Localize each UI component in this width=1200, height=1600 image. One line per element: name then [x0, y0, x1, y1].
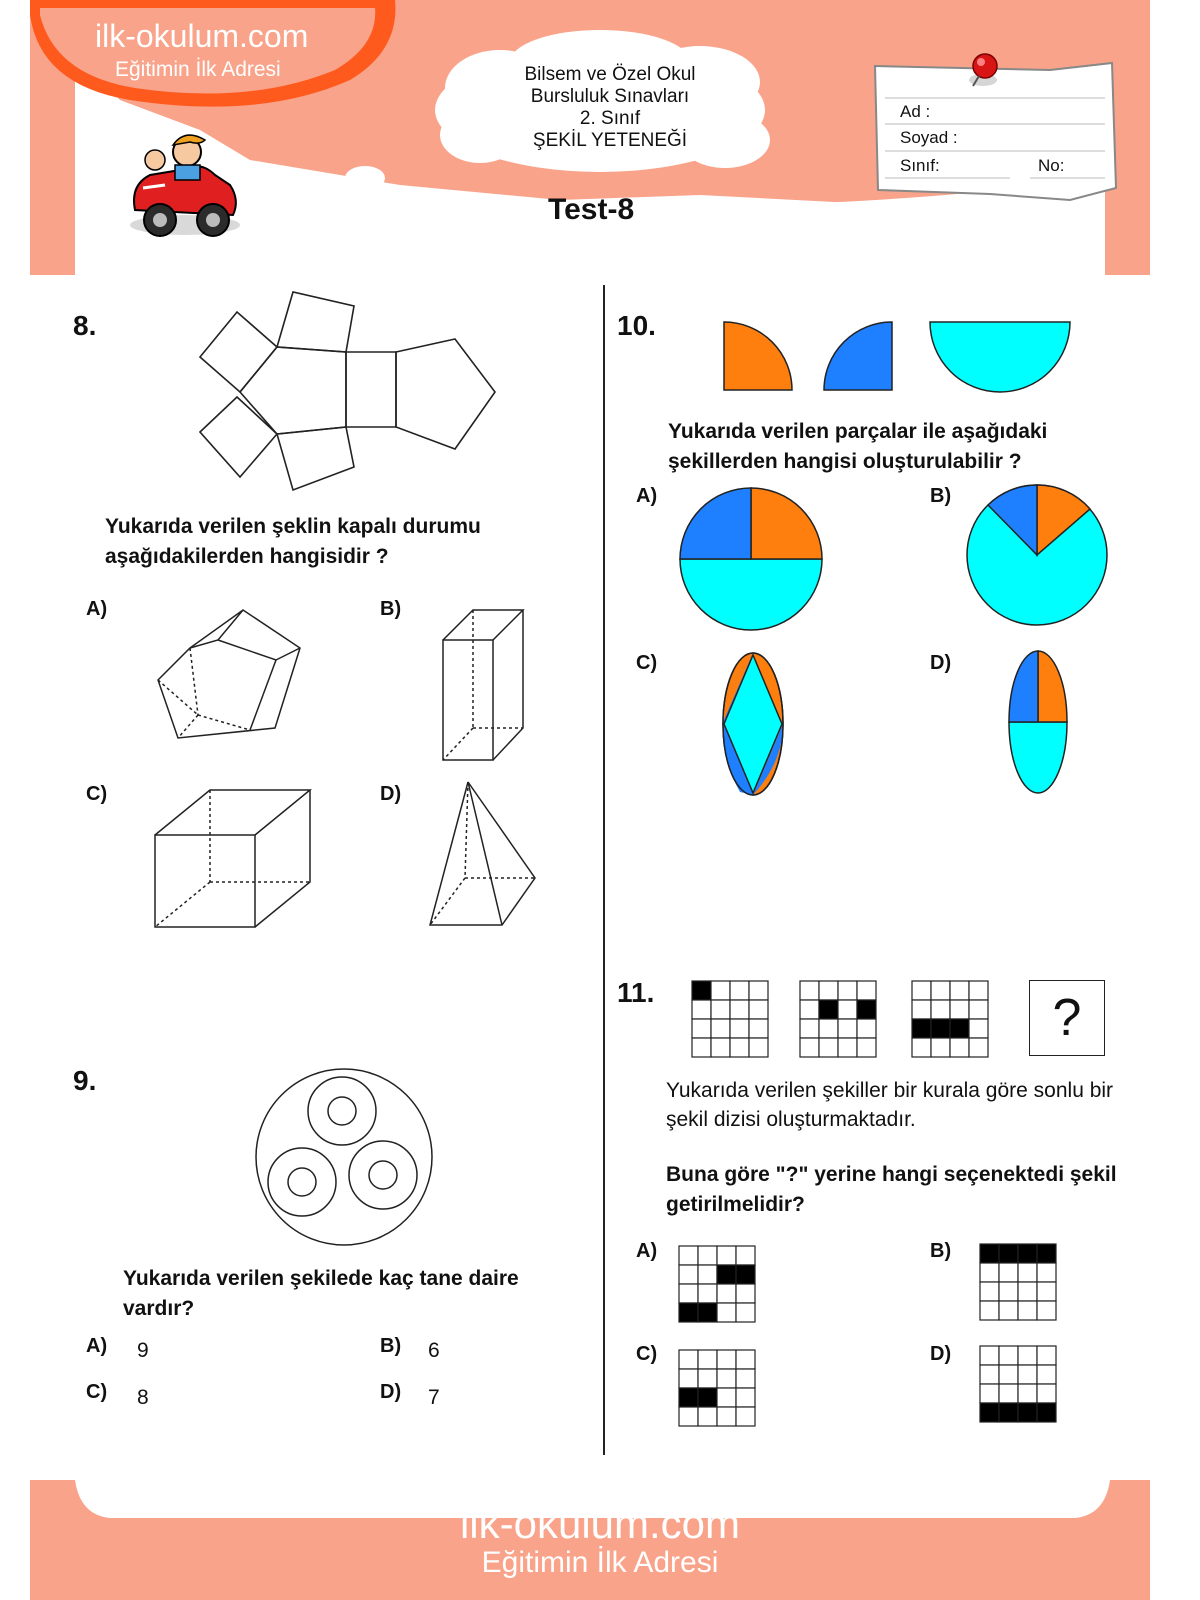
grid-cell-empty — [1018, 1263, 1037, 1282]
header-site-name[interactable]: ilk-okulum.com — [95, 18, 309, 54]
q10-option-a-figure[interactable] — [680, 488, 825, 633]
grid-cell-empty — [679, 1407, 698, 1426]
grid-cell-empty — [1037, 1263, 1056, 1282]
grid-cell-filled — [736, 1265, 755, 1284]
grid-cell-empty — [857, 1038, 876, 1057]
grid-cell-filled — [980, 1244, 999, 1263]
cloud-line-3: 2. Sınıf — [579, 108, 641, 129]
grid-cell-empty — [857, 1019, 876, 1038]
grid-cell-empty — [980, 1365, 999, 1384]
grid-cell-empty — [717, 1407, 736, 1426]
q11-unknown-box — [1029, 980, 1105, 1056]
q9-option-a-value[interactable]: 9 — [137, 1339, 149, 1362]
grid-cell-empty — [980, 1263, 999, 1282]
q10-piece-blue-quarter — [824, 322, 892, 390]
cloud-line-4: ŞEKİL YETENEĞİ — [532, 130, 688, 151]
grid-cell-empty — [698, 1350, 717, 1369]
grid-cell-empty — [711, 981, 730, 1000]
grid-cell-filled — [912, 1019, 931, 1038]
page-header — [0, 0, 1200, 285]
grid-cell-empty — [838, 981, 857, 1000]
grid-cell-empty — [711, 1019, 730, 1038]
grid-cell-empty — [931, 1000, 950, 1019]
card-surname-label: Soyad : — [900, 128, 958, 147]
q11-number: 11. — [617, 977, 655, 1008]
card-number-label: No: — [1038, 156, 1065, 175]
grid-cell-empty — [912, 1000, 931, 1019]
grid-cell-empty — [692, 1019, 711, 1038]
grid-cell-filled — [1018, 1244, 1037, 1263]
grid-cell-empty — [912, 981, 931, 1000]
q9-option-b-value[interactable]: 6 — [428, 1339, 440, 1362]
cloud-line-2: Bursluluk Sınavları — [530, 86, 690, 107]
grid-cell-empty — [679, 1265, 698, 1284]
grid-cell-empty — [736, 1407, 755, 1426]
grid-cell-empty — [1037, 1384, 1056, 1403]
grid-cell-empty — [980, 1282, 999, 1301]
grid-cell-empty — [1018, 1282, 1037, 1301]
grid-cell-filled — [698, 1303, 717, 1322]
grid-cell-empty — [838, 1038, 857, 1057]
grid-cell-empty — [736, 1284, 755, 1303]
grid-cell-empty — [736, 1246, 755, 1265]
grid-cell-empty — [980, 1301, 999, 1320]
grid-cell-empty — [736, 1388, 755, 1407]
q8-option-d-label[interactable]: D) — [380, 783, 402, 805]
q11-option-b-grid[interactable] — [979, 1243, 1057, 1321]
grid-cell-empty — [749, 1019, 768, 1038]
grid-cell-filled — [819, 1000, 838, 1019]
grid-cell-empty — [736, 1350, 755, 1369]
q11-option-d-label[interactable]: D) — [930, 1343, 952, 1365]
grid-cell-empty — [999, 1346, 1018, 1365]
grid-cell-empty — [711, 1038, 730, 1057]
q8-option-d-square-pyramid[interactable] — [430, 782, 545, 932]
q10-number: 10. — [617, 310, 656, 341]
header-motto: Eğitimin İlk Adresi — [115, 58, 281, 81]
grid-cell-filled — [692, 981, 711, 1000]
grid-cell-filled — [717, 1265, 736, 1284]
grid-cell-filled — [679, 1303, 698, 1322]
grid-cell-empty — [698, 1284, 717, 1303]
grid-cell-empty — [980, 1384, 999, 1403]
footer-motto: Eğitimin İlk Adresi — [481, 1546, 719, 1579]
q8-net-figure — [200, 292, 510, 492]
grid-cell-empty — [999, 1365, 1018, 1384]
q10-option-a-label[interactable]: A) — [636, 485, 658, 507]
grid-cell-empty — [717, 1284, 736, 1303]
q11-sequence-grid-1 — [691, 980, 769, 1058]
grid-cell-empty — [1037, 1301, 1056, 1320]
card-name-label: Ad : — [900, 102, 931, 121]
grid-cell-empty — [679, 1284, 698, 1303]
grid-cell-empty — [912, 1038, 931, 1057]
q11-option-c-grid[interactable] — [678, 1349, 756, 1427]
grid-cell-filled — [679, 1388, 698, 1407]
footer-site-name[interactable]: ilk-okulum.com — [459, 1500, 741, 1547]
q10-pieces — [720, 318, 1080, 398]
grid-cell-empty — [749, 1038, 768, 1057]
pushpin-icon — [965, 52, 1005, 92]
grid-cell-empty — [931, 981, 950, 1000]
q10-question-text: Yukarıda verilen parçalar ile aşağıdaki şekillerden hangisi oluşturulabilir ? — [668, 420, 1048, 473]
grid-cell-empty — [1018, 1301, 1037, 1320]
q11-unknown-mark: ? — [1052, 989, 1082, 1047]
q9-number: 9. — [73, 1065, 97, 1096]
grid-cell-empty — [730, 1019, 749, 1038]
grid-cell-empty — [692, 1038, 711, 1057]
q8-option-b-label[interactable]: B) — [380, 598, 402, 620]
column-divider — [603, 285, 605, 1455]
grid-cell-filled — [857, 1000, 876, 1019]
grid-cell-empty — [819, 1019, 838, 1038]
q11-option-c-label[interactable]: C) — [636, 1343, 658, 1365]
grid-cell-empty — [999, 1263, 1018, 1282]
q11-question-text-1: Yukarıda verilen şekiller bir kurala göre sonlu bir şekil dizisi oluşturmaktadır. — [666, 1079, 1114, 1131]
q10-option-d-figure[interactable] — [1007, 650, 1072, 795]
grid-cell-empty — [1018, 1365, 1037, 1384]
grid-cell-empty — [698, 1369, 717, 1388]
q8-option-a-pentagonal-prism[interactable] — [158, 610, 308, 755]
grid-cell-empty — [717, 1350, 736, 1369]
q10-option-d-label[interactable]: D) — [930, 652, 952, 674]
q10-option-c-label[interactable]: C) — [636, 652, 658, 674]
grid-cell-empty — [999, 1384, 1018, 1403]
grid-cell-filled — [1018, 1403, 1037, 1422]
grid-cell-empty — [730, 1038, 749, 1057]
q8-option-c-cube[interactable] — [155, 790, 315, 930]
grid-cell-filled — [1037, 1403, 1056, 1422]
grid-cell-empty — [698, 1265, 717, 1284]
grid-cell-empty — [800, 1000, 819, 1019]
q8-option-c-label[interactable]: C) — [86, 783, 108, 805]
grid-cell-empty — [711, 1000, 730, 1019]
grid-cell-filled — [1037, 1244, 1056, 1263]
grid-cell-empty — [999, 1301, 1018, 1320]
page-footer — [0, 1480, 1200, 1600]
grid-cell-empty — [969, 1000, 988, 1019]
grid-cell-empty — [980, 1346, 999, 1365]
grid-cell-empty — [800, 981, 819, 1000]
grid-cell-empty — [950, 981, 969, 1000]
grid-cell-empty — [1037, 1346, 1056, 1365]
q11-option-a-label[interactable]: A) — [636, 1240, 658, 1262]
grid-cell-empty — [749, 981, 768, 1000]
q8-number: 8. — [73, 310, 97, 341]
q8-option-b-rectangular-prism[interactable] — [443, 610, 533, 765]
grid-cell-empty — [717, 1369, 736, 1388]
grid-cell-empty — [838, 1000, 857, 1019]
grid-cell-empty — [819, 1038, 838, 1057]
grid-cell-filled — [931, 1019, 950, 1038]
q9-option-a-label[interactable]: A) — [86, 1335, 108, 1357]
q11-sequence-grid-2 — [799, 980, 877, 1058]
q11-sequence-grid-3 — [911, 980, 989, 1058]
grid-cell-empty — [698, 1246, 717, 1265]
q9-option-d-value[interactable]: 7 — [428, 1386, 440, 1409]
grid-cell-filled — [980, 1403, 999, 1422]
grid-cell-empty — [698, 1407, 717, 1426]
q10-option-b-figure[interactable] — [966, 484, 1111, 629]
grid-cell-empty — [717, 1303, 736, 1322]
grid-cell-empty — [969, 981, 988, 1000]
q9-option-b-label[interactable]: B) — [380, 1335, 402, 1357]
q10-piece-cyan-half — [930, 322, 1070, 392]
grid-cell-empty — [800, 1019, 819, 1038]
grid-cell-filled — [999, 1244, 1018, 1263]
q11-option-d-grid[interactable] — [979, 1345, 1057, 1423]
grid-cell-empty — [1018, 1384, 1037, 1403]
grid-cell-empty — [819, 981, 838, 1000]
grid-cell-empty — [999, 1282, 1018, 1301]
q11-question-text-2: Buna göre "?" yerine hangi seçenektedi şekil getirilmelidir? — [666, 1163, 1117, 1216]
grid-cell-filled — [698, 1388, 717, 1407]
card-class-label: Sınıf: — [900, 156, 940, 175]
q9-question-text: Yukarıda verilen şekilede kaç tane daire vardır? — [123, 1267, 519, 1320]
q9-circles-figure — [254, 1067, 434, 1247]
student-info-card — [870, 58, 1120, 203]
grid-cell-empty — [692, 1000, 711, 1019]
grid-cell-empty — [730, 1000, 749, 1019]
grid-cell-empty — [950, 1038, 969, 1057]
grid-cell-filled — [950, 1019, 969, 1038]
q11-option-b-label[interactable]: B) — [930, 1240, 952, 1262]
grid-cell-empty — [717, 1246, 736, 1265]
q9-option-c-value[interactable]: 8 — [137, 1386, 149, 1409]
grid-cell-empty — [679, 1350, 698, 1369]
q8-question-text: Yukarıda verilen şeklin kapalı durumu aşağıdakilerden hangisidir ? — [105, 515, 481, 568]
grid-cell-empty — [969, 1019, 988, 1038]
grid-cell-empty — [679, 1369, 698, 1388]
grid-cell-filled — [999, 1403, 1018, 1422]
grid-cell-empty — [857, 981, 876, 1000]
q9-option-c-label[interactable]: C) — [86, 1381, 108, 1403]
grid-cell-empty — [969, 1038, 988, 1057]
grid-cell-empty — [730, 981, 749, 1000]
grid-cell-empty — [838, 1019, 857, 1038]
grid-cell-empty — [1037, 1282, 1056, 1301]
test-title: Test-8 — [548, 193, 635, 226]
cloud-line-1: Bilsem ve Özel Okul — [524, 64, 696, 85]
q11-option-a-grid[interactable] — [678, 1245, 756, 1323]
grid-cell-empty — [736, 1369, 755, 1388]
q10-option-b-label[interactable]: B) — [930, 485, 952, 507]
cartoon-car-image — [125, 130, 245, 250]
grid-cell-empty — [749, 1000, 768, 1019]
q10-option-c-figure[interactable] — [722, 652, 792, 797]
q10-piece-orange-quarter — [724, 322, 792, 390]
grid-cell-empty — [800, 1038, 819, 1057]
q9-option-d-label[interactable]: D) — [380, 1381, 402, 1403]
grid-cell-empty — [736, 1303, 755, 1322]
grid-cell-empty — [717, 1388, 736, 1407]
grid-cell-empty — [1037, 1365, 1056, 1384]
grid-cell-empty — [950, 1000, 969, 1019]
grid-cell-empty — [931, 1038, 950, 1057]
q8-option-a-label[interactable]: A) — [86, 598, 108, 620]
grid-cell-empty — [1018, 1346, 1037, 1365]
grid-cell-empty — [679, 1246, 698, 1265]
